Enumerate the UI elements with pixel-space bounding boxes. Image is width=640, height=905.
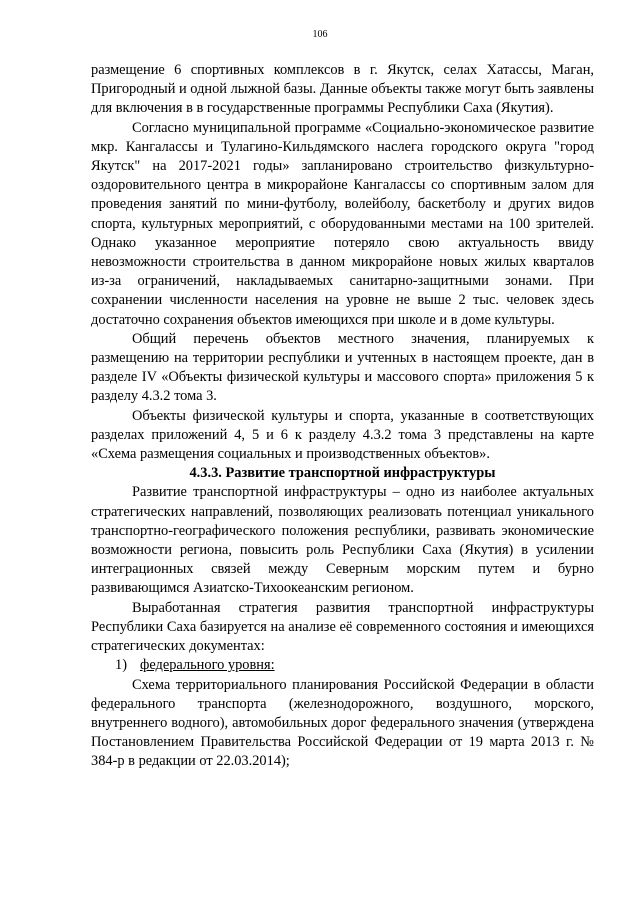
section-heading: 4.3.3. Развитие транспортной инфраструктуры: [189, 465, 496, 482]
page-number: 106: [312, 29, 328, 40]
paragraph-municipal-program: Согласно муниципальной программе «Социально-экономическое развитие мкр. Кангалассы и Тулагино-Кильдямского наслега городского округа "город Якутск" на 2017-2021 годы» запланировано строительство физкультурно-оздоровительного центра в микрорайоне Кангалассы со спортивным залом для проведения занятий по мини-футболу, волейболу, баскетболу и других видов спорта, культурных мероприятий, с оборудованными местами на 100 зрителей. Однако указанное мероприятие потеряло свою актуальность ввиду невозможности строительства в данном микрорайоне новых жилых кварталов из-за ограничений, накладываемых санитарно-защитными зонами. При сохранении численности населения на уровне не выше 2 тыс. человек здесь достаточно сохранения объектов имеющихся при школе и в доме культуры.: [91, 119, 594, 328]
paragraph-sports-complexes: размещение 6 спортивных комплексов в г. Якутск, селах Хатассы, Маган, Пригородный и одной лыжной базы. Данные объекты также могут быть заявлены для включения в в государственные программы Республики Саха (Якутия).: [91, 62, 594, 117]
document-body: [91, 61, 594, 772]
list-item-federal-level: [91, 656, 594, 675]
paragraph-strategy: Выработанная стратегия развития транспортной инфраструктуры Республики Саха базируется на анализе её современного состояния и имеющихся стратегических документах:: [91, 599, 594, 655]
paragraph-map-reference: Объекты физической культуры и спорта, указанные в соответствующих разделах приложений 4, 5 и 6 к разделу 4.3.2 тома 3 представлены на карте «Схема размещения социальных и производственных объектов».: [91, 407, 594, 463]
list-label: федерального уровня:: [140, 657, 275, 674]
list-number: 1): [115, 657, 127, 674]
paragraph-federal-scheme: Схема территориального планирования Российской Федерации в области федерального транспорта (железнодорожного, воздушного, морского, внутреннего водного), автомобильных дорог федерального значения (утверждена Постановлением Правительства Российской Федерации от 19 марта 2013 г. № 384-р в редакции от 22.03.2014);: [91, 676, 594, 770]
paragraph-transport-development: Развитие транспортной инфраструктуры – одно из наиболее актуальных стратегических направлений, позволяющих реализовать потенциал уникального транспортно-географического положения республики, развивать экономические возможности региона, повысить роль Республики Саха (Якутия) в усилении интеграционных связей между Северным морским путем и бурно развивающимся Азиатско-Тихоокеанским регионом.: [91, 484, 594, 597]
paragraph-objects-list: Общий перечень объектов местного значения, планируемых к размещению на территории республики и учтенных в настоящем проекте, дан в разделе IV «Объекты физической культуры и массового спорта» приложения 5 к разделу 4.3.2 тома 3.: [91, 330, 594, 405]
